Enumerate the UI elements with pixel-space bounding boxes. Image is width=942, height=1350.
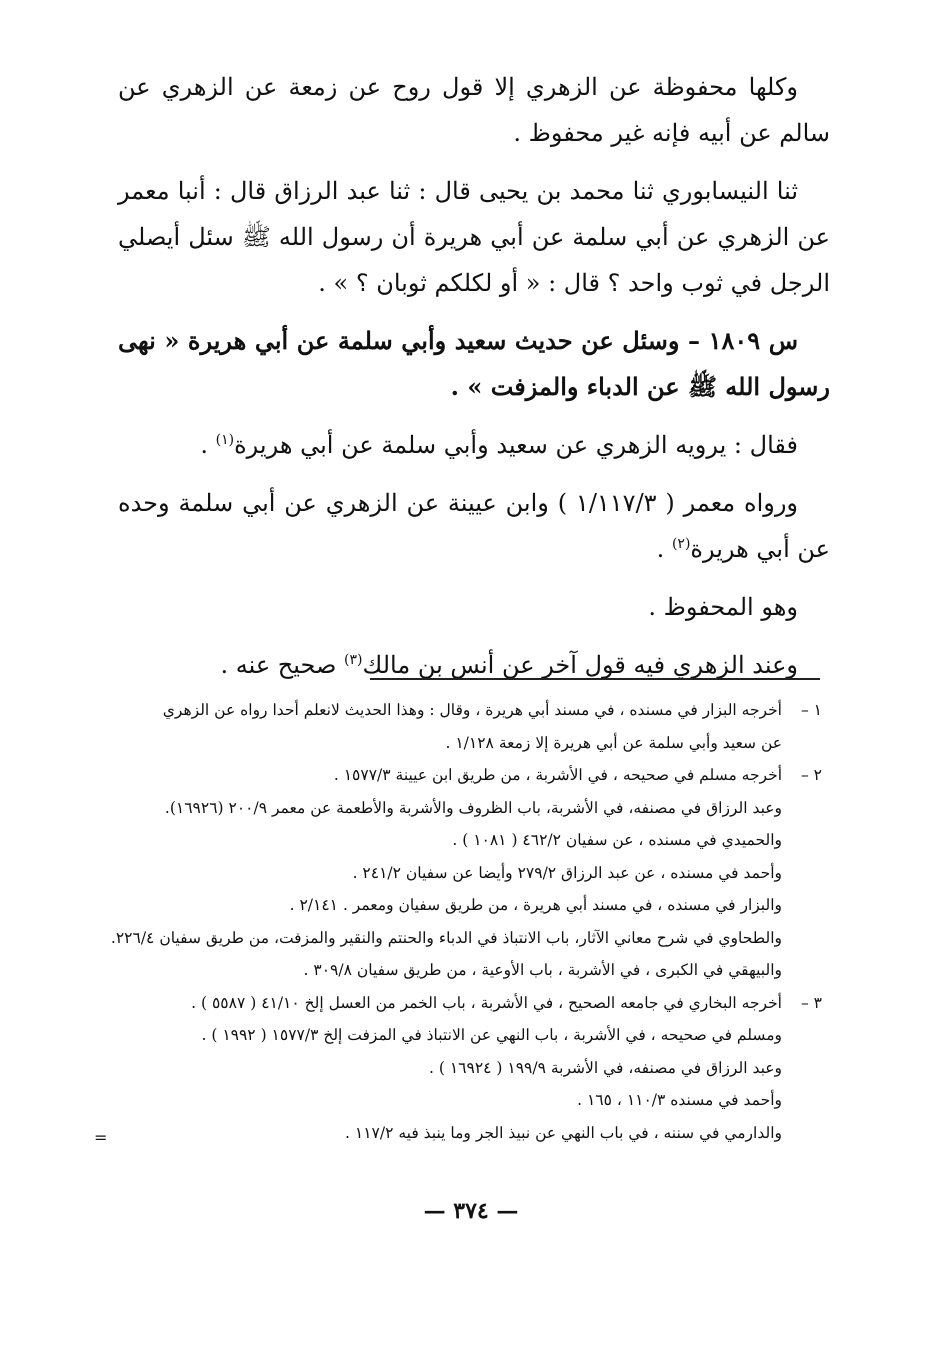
answer-text: ورواه معمر ( ١/١١٧/٣ ) وابن عيينة عن الزهري عن أبي سلمة وحده عن أبي هريرة (118, 489, 830, 563)
footnote-ref-3[interactable]: (٣) (344, 652, 363, 668)
footnote-divider (370, 678, 820, 680)
answer-text: وعند الزهري فيه قول آخر عن أنس بن مالك (362, 651, 798, 679)
footnote-number: ٢ – (800, 766, 822, 784)
question-paragraph: س ١٨٠٩ – وسئل عن حديث سعيد وأبي سلمة عن أبي هريرة « نهى رسول الله ﷺ عن الدباء والمزفت » . (118, 326, 830, 401)
answer-paragraph (118, 642, 830, 688)
paragraph: ثنا النيسابوري ثنا محمد بن يحيى قال : ثنا عبد الرزاق قال : أنبا معمر عن الزهري عن أبي سلمة عن أبي هريرة أن رسول الله ﷺ سئل أيصلي الرجل في ثوب واحد ؟ قال : « أو لكلكم ثوبان ؟ » . (118, 177, 830, 297)
answer-text: فقال : يرويه الزهري عن سعيد وأبي سلمة عن أبي هريرة (234, 431, 798, 459)
footnote-line: وأحمد في مسنده ١١٠/٣ ، ١٦٥ . (577, 1091, 782, 1109)
footnote-line: أخرجه البخاري في جامعه الصحيح ، في الأشربة ، باب الخمر من العسل إلخ ٤١/١٠ ( ٥٥٨٧ ) . (191, 993, 782, 1012)
paragraph: وهو المحفوظ . (648, 593, 798, 621)
footnote-line: والطحاوي في شرح معاني الآثار، باب الانتباذ في الدباء والحنتم والنقير والمزفت، من طريق سفيان ٢٢٦/٤. (110, 928, 782, 947)
footnote-line: والحميدي في مسنده ، عن سفيان ٤٦٢/٢ ( ١٠٨١ ) . (452, 831, 782, 849)
main-text (118, 64, 830, 700)
footnote-number: ٣ – (800, 993, 822, 1012)
footnote-line: والبزار في مسنده ، في مسند أبي هريرة ، من طريق سفيان ومعمر . ٢/١٤١ . (289, 896, 782, 914)
paragraph: وكلها محفوظة عن الزهري إلا قول روح عن زمعة عن الزهري عن سالم عن أبيه فإنه غير محفوظ . (118, 73, 830, 147)
footnote-line: والدارمي في سننه ، في باب النهي عن نبيذ الجر وما ينبذ فيه ١١٧/٢ . (345, 1123, 782, 1142)
footnote-line: والبيهقي في الكبرى ، في الأشربة ، باب الأوعية ، من طريق سفيان ٣٠٩/٨ . (303, 961, 782, 979)
footnote-ref-2[interactable]: (٢) (671, 536, 691, 552)
footnote-line: عن سعيد وأبي سلمة عن أبي هريرة إلا زمعة ١/١٢٨ . (445, 733, 782, 752)
footnote-line: وأحمد في مسنده ، عن عبد الرزاق ٢٧٩/٢ وأيضا عن سفيان ٢٤١/٢ . (352, 863, 782, 882)
page-number: — ٣٧٤ — (423, 1198, 519, 1224)
footnotes (110, 694, 822, 1149)
footnote-number: ١ – (800, 701, 822, 719)
margin-mark: = (94, 1128, 108, 1147)
footnote-line: ومسلم في صحيحه ، في الأشربة ، باب النهي عن الانتباذ في المزفت إلخ ١٥٧٧/٣ ( ١٩٩٢ ) . (201, 1026, 782, 1044)
footnote-line: أخرجه البزار في مسنده ، في مسند أبي هريرة ، وقال : وهذا الحديث لانعلم أحدا رواه عن الزهري (162, 701, 782, 719)
answer-paragraph (118, 422, 830, 468)
footnote-line: وعبد الرزاق في مصنفه، في الأشربة، باب الظروف والأشربة والأطعمة عن معمر ٢٠٠/٩ (١٦٩٢٦). (164, 798, 782, 817)
answer-paragraph (118, 480, 830, 572)
footnote-2 (110, 759, 822, 987)
footnote-3 (118, 987, 822, 1150)
footnote-line: أخرجه مسلم في صحيحه ، في الأشربة ، من طريق ابن عيينة ١٥٧٧/٣ . (333, 766, 782, 784)
answer-end: . (656, 535, 672, 563)
footnote-line: وعبد الرزاق في مصنفه، في الأشربة ١٩٩/٩ ( ١٦٩٢٤ ) . (429, 1058, 782, 1077)
footnote-1 (118, 694, 822, 759)
footnote-ref-1[interactable]: (١) (215, 432, 235, 448)
answer-end: صحيح عنه . (220, 651, 345, 679)
answer-end: . (200, 431, 216, 459)
